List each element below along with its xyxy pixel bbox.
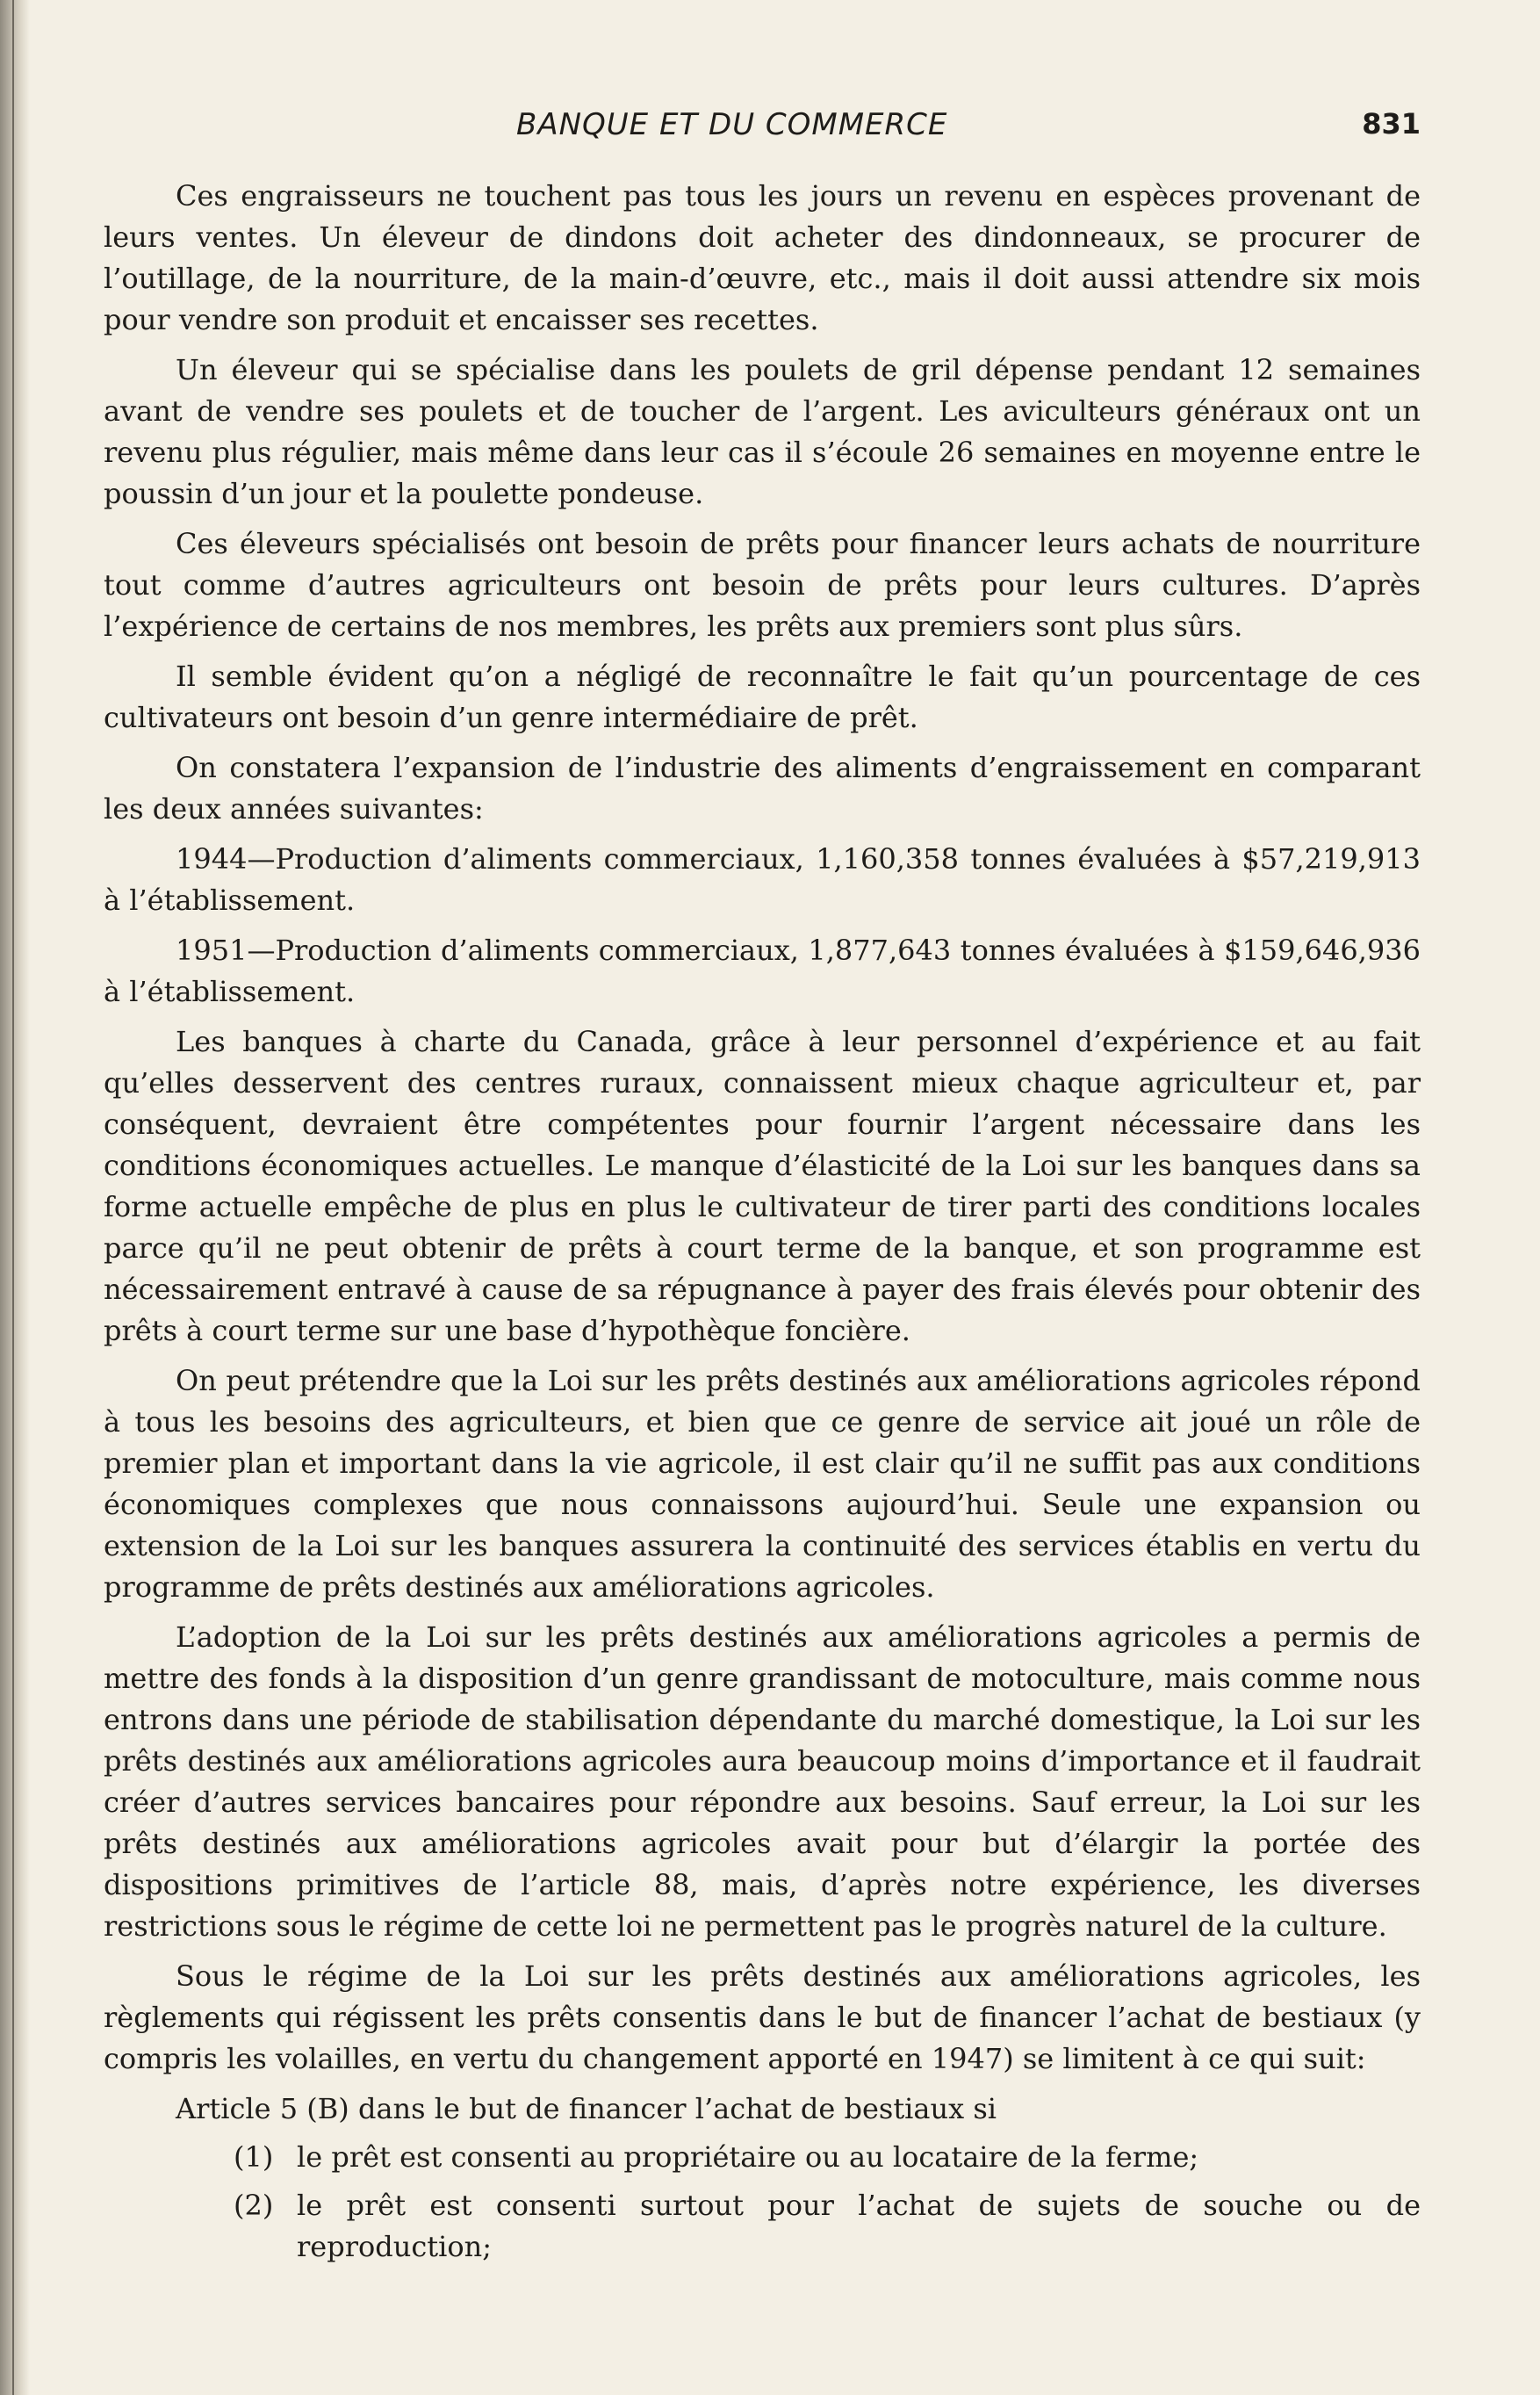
paragraph: 1951—Production d’aliments commerciaux, 1,877,643 tonnes évaluées à $159,646,936 à l’établissement. xyxy=(104,934,1421,1008)
paragraph: Les banques à charte du Canada, grâce à leur personnel d’expérience et au fait qu’elles desservent des centres ruraux, connaissent mieux chaque agriculteur et, par conséquent, devraient être compétentes pour fournir l’argent nécessaire dans les conditions économiques actuelles. Le manque d’élasticité de la Loi sur les banques dans sa forme actuelle empêche de plus en plus le cultivateur de tirer parti des conditions locales parce qu’il ne peut obtenir de prêts à court terme de la banque, et son programme est nécessairement entravé à cause de sa répugnance à payer des frais élevés pour obtenir des prêts à court terme sur une base d’hypothèque foncière. xyxy=(104,1025,1421,1347)
paragraph: L’adoption de la Loi sur les prêts destinés aux améliorations agricoles a permis de mettre des fonds à la disposition d’un genre grandissant de motoculture, mais comme nous entrons dans une période de stabilisation dépendante du marché domestique, la Loi sur les prêts destinés aux améliorations agricoles aura beaucoup moins d’importance et il faudrait créer d’autres services bancaires pour répondre aux besoins. Sauf erreur, la Loi sur les prêts destinés aux améliorations agricoles avait pour but d’élargir la portée des dispositions primitives de l’article 88, mais, d’après notre expérience, les diverses restrictions sous le régime de cette loi ne permettent pas le progrès naturel de la culture. xyxy=(104,1620,1421,1943)
running-head: BANQUE ET DU COMMERCE xyxy=(516,107,948,142)
list-item xyxy=(104,2185,1421,2268)
list-item-number: (1) xyxy=(234,2140,274,2174)
article-heading: Article 5 (B) dans le but de financer l’achat de bestiaux si xyxy=(176,2092,997,2125)
document-page xyxy=(104,104,1421,2275)
page-header xyxy=(104,104,1421,156)
paragraph: Ces éleveurs spécialisés ont besoin de prêts pour financer leurs achats de nourriture tout comme d’autres agriculteurs ont besoin de prêts pour leurs cultures. D’après l’expérience de certains de nos membres, les prêts aux premiers sont plus sûrs. xyxy=(104,527,1421,643)
list-item-number: (2) xyxy=(234,2189,274,2222)
paragraph: Il semble évident qu’on a négligé de reconnaître le fait qu’un pourcentage de ces cultivateurs ont besoin d’un genre intermédiaire de prêt. xyxy=(104,660,1421,734)
paragraph: On constatera l’expansion de l’industrie des aliments d’engraissement en comparant les deux années suivantes: xyxy=(104,751,1421,826)
page-binding-shadow xyxy=(0,0,30,2395)
paragraph: Sous le régime de la Loi sur les prêts destinés aux améliorations agricoles, les règlements qui régissent les prêts consentis dans le but de financer l’achat de bestiaux (y compris les volailles, en vertu du changement apporté en 1947) se limitent à ce qui suit: xyxy=(104,1959,1421,2075)
list-item xyxy=(104,2137,1421,2178)
list-item-text: le prêt est consenti au propriétaire ou au locataire de la ferme; xyxy=(297,2140,1199,2174)
page-number: 831 xyxy=(1362,107,1421,141)
paragraph: Ces engraisseurs ne touchent pas tous les jours un revenu en espèces provenant de leurs ventes. Un éleveur de dindons doit acheter des dindonneaux, se procurer de l’outillage, de la nourriture, de la main-d’œuvre, etc., mais il doit aussi attendre six mois pour vendre son produit et encaisser ses recettes. xyxy=(104,179,1421,336)
page-binding-edge xyxy=(12,0,14,2395)
list-item-text: le prêt est consenti surtout pour l’achat de sujets de souche ou de reproduction; xyxy=(297,2189,1421,2263)
paragraph: Un éleveur qui se spécialise dans les poulets de gril dépense pendant 12 semaines avant de vendre ses poulets et de toucher de l’argent. Les aviculteurs généraux ont un revenu plus régulier, mais même dans leur cas il s’écoule 26 semaines en moyenne entre le poussin d’un jour et la poulette pondeuse. xyxy=(104,353,1421,510)
body-text xyxy=(104,176,1421,2268)
paragraph: 1944—Production d’aliments commerciaux, 1,160,358 tonnes évaluées à $57,219,913 à l’établissement. xyxy=(104,842,1421,917)
paragraph: On peut prétendre que la Loi sur les prêts destinés aux améliorations agricoles répond à tous les besoins des agriculteurs, et bien que ce genre de service ait joué un rôle de premier plan et important dans la vie agricole, il est clair qu’il ne suffit pas aux conditions économiques complexes que nous connaissons aujourd’hui. Seule une expansion ou extension de la Loi sur les banques assurera la continuité des services établis en vertu du programme de prêts destinés aux améliorations agricoles. xyxy=(104,1364,1421,1604)
